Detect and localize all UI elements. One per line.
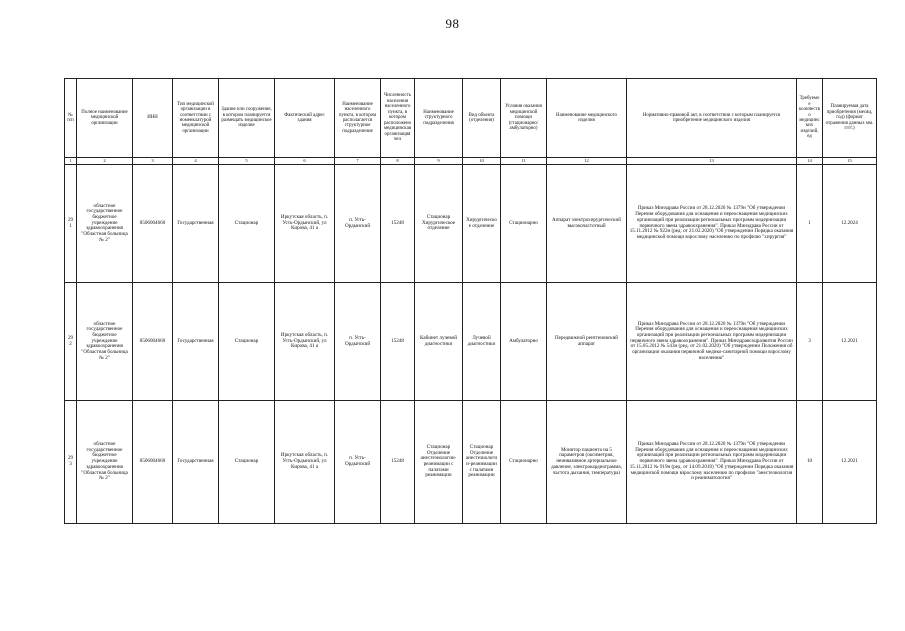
column-header: Фактический адрес здания <box>275 79 335 158</box>
cell-object: Стационар Отделение анестезиологии-реанимации с палатами реанимации <box>463 401 501 524</box>
column-number: 6 <box>275 158 335 165</box>
cell-type: Государственная <box>173 165 219 283</box>
cell-device: Аппарат электрохирургический высокочастотный <box>547 165 627 283</box>
table-row <box>65 165 877 283</box>
cell-quantity: 10 <box>797 401 823 524</box>
column-number: 10 <box>463 158 501 165</box>
cell-population: 15248 <box>381 283 415 401</box>
column-number-row <box>65 158 877 165</box>
cell-legal-act: Приказ Минздрава России от 28.12.2020 № 1379н "Об утверждении Перечня оборудования для оснащения и переоснащения медицинских организаций при реализации региональных программ модернизации первичного звена здравоохранения". Приказ Минздрава России от 15.11.2012 № 919н (ред. от 14.09.2018) "Об утверждении Порядка оказания медицинской помощи взрослому населению по профилю "анестезиология и реаниматология" <box>627 401 797 524</box>
cell-org: областное государственное бюджетное учреждение здравоохранения "Областная больница № 2" <box>77 165 133 283</box>
column-number: 12 <box>547 158 627 165</box>
column-number: 7 <box>335 158 381 165</box>
column-header: Здание или сооружение, в котором планируется размещать медицинское изделие <box>219 79 275 158</box>
cell-building: Стационар <box>219 283 275 401</box>
cell-inn: 8506004660 <box>133 401 173 524</box>
cell-org: областное государственное бюджетное учреждение здравоохранения "Областная больница № 2" <box>77 283 133 401</box>
column-number: 3 <box>133 158 173 165</box>
table-row <box>65 401 877 524</box>
cell-type: Государственная <box>173 401 219 524</box>
column-header: Наименование населенного пункта, в котором располагается структурное подразделение <box>335 79 381 158</box>
column-header: Тип медицинской организации в соответствии с номенклатурой медицинской организации <box>173 79 219 158</box>
column-number: 4 <box>173 158 219 165</box>
cell-population: 15248 <box>381 401 415 524</box>
column-number: 2 <box>77 158 133 165</box>
cell-date: 12.2021 <box>823 401 877 524</box>
cell-unit: Стационар Хирургическое отделение <box>415 165 463 283</box>
cell-quantity: 1 <box>797 165 823 283</box>
column-header: Наименование структурного подразделения <box>415 79 463 158</box>
cell-settlement: п. Усть-Ордынский <box>335 283 381 401</box>
cell-num: 292 <box>65 283 77 401</box>
cell-date: 12.2024 <box>823 165 877 283</box>
column-header: Планируемая дата приобретения (месяц, год) (формат отражения данных мм. гггг.) <box>823 79 877 158</box>
column-header: Требуемое количество медицинских изделий, ед <box>797 79 823 158</box>
cell-inn: 8506004660 <box>133 165 173 283</box>
cell-conditions: Амбулаторно <box>501 283 547 401</box>
cell-inn: 8506004660 <box>133 283 173 401</box>
column-number: 13 <box>627 158 797 165</box>
cell-num: 293 <box>65 401 77 524</box>
cell-population: 15248 <box>381 165 415 283</box>
cell-building: Стационар <box>219 165 275 283</box>
cell-building: Стационар <box>219 401 275 524</box>
column-header: Наименование медицинского изделия <box>547 79 627 158</box>
column-header: № п/п <box>65 79 77 158</box>
cell-unit: Стационар Отделение анестезиологии-реанимации с палатами реанимации <box>415 401 463 524</box>
cell-device: Передвижной рентгеновский аппарат <box>547 283 627 401</box>
cell-num: 291 <box>65 165 77 283</box>
cell-conditions: Стационарно <box>501 165 547 283</box>
cell-conditions: Стационарно <box>501 401 547 524</box>
column-header: Вид объекта (отделения) <box>463 79 501 158</box>
column-number: 8 <box>381 158 415 165</box>
column-header: Численность населения населенного пункта, в котором расположено медицинская организация чел <box>381 79 415 158</box>
cell-org: областное государственное бюджетное учреждение здравоохранения "Областная больница № 2" <box>77 401 133 524</box>
cell-legal-act: Приказ Минздрава России от 28.12.2020 № 1379н "Об утверждении Перечня оборудования для оснащения и переоснащения медицинских организаций при реализации региональных программ модернизации первичного звена здравоохранения". Приказ Минздрава России от 15.11.2012 № 922н (ред. от 21.02.2020) "Об утверждении Порядка оказания медицинской помощи взрослому населению по профилю "хирургия" <box>627 165 797 283</box>
page-number: 98 <box>445 16 460 31</box>
cell-address: Иркутская область, п. Усть-Ордынский, ул Кирова, 41 а <box>275 283 335 401</box>
column-number: 14 <box>797 158 823 165</box>
cell-unit: Кабинет лучевой диагностики <box>415 283 463 401</box>
column-number: 11 <box>501 158 547 165</box>
cell-object: Хирургическое отделение <box>463 165 501 283</box>
cell-settlement: п. Усть-Ордынский <box>335 401 381 524</box>
cell-address: Иркутская область, п. Усть-Ордынский, ул Кирова, 41 а <box>275 401 335 524</box>
table-row <box>65 283 877 401</box>
cell-legal-act: Приказ Минздрава России от 28.12.2020 № 1379н "Об утверждении Перечня оборудования для оснащения и переоснащения медицинских организаций при реализации региональных программ модернизации первичного звена здравоохранения". Приказ Минздравсоцразвития России от 15.05.2012 № 543н (ред. от 21.02.2020) "Об утверждении Положения об организации оказания первичной медико-санитарной помощи взрослому населению" <box>627 283 797 401</box>
column-number: 1 <box>65 158 77 165</box>
cell-settlement: п. Усть-Ордынский <box>335 165 381 283</box>
header-row <box>65 79 877 158</box>
cell-type: Государственная <box>173 283 219 401</box>
cell-quantity: 3 <box>797 283 823 401</box>
column-header: ИНН <box>133 79 173 158</box>
cell-date: 12.2021 <box>823 283 877 401</box>
cell-address: Иркутская область, п. Усть-Ордынский, ул Кирова, 41 а <box>275 165 335 283</box>
medical-equipment-table <box>64 78 877 524</box>
cell-object: Лучевой диагностики <box>463 283 501 401</box>
column-header: Нормативно-правовой акт, в соответствии с которым планируется приобретение медицинского изделия <box>627 79 797 158</box>
cell-device: Монитор пациента на 5 параметров (оксиметрия, неинвазивное артериальное давление, электрокардиограмма, частота дыхания, температура) <box>547 401 627 524</box>
column-number: 15 <box>823 158 877 165</box>
column-number: 5 <box>219 158 275 165</box>
column-number: 9 <box>415 158 463 165</box>
column-header: Условия оказания медицинской помощи (стационарно/амбулаторно) <box>501 79 547 158</box>
column-header: Полное наименование медицинской организации <box>77 79 133 158</box>
